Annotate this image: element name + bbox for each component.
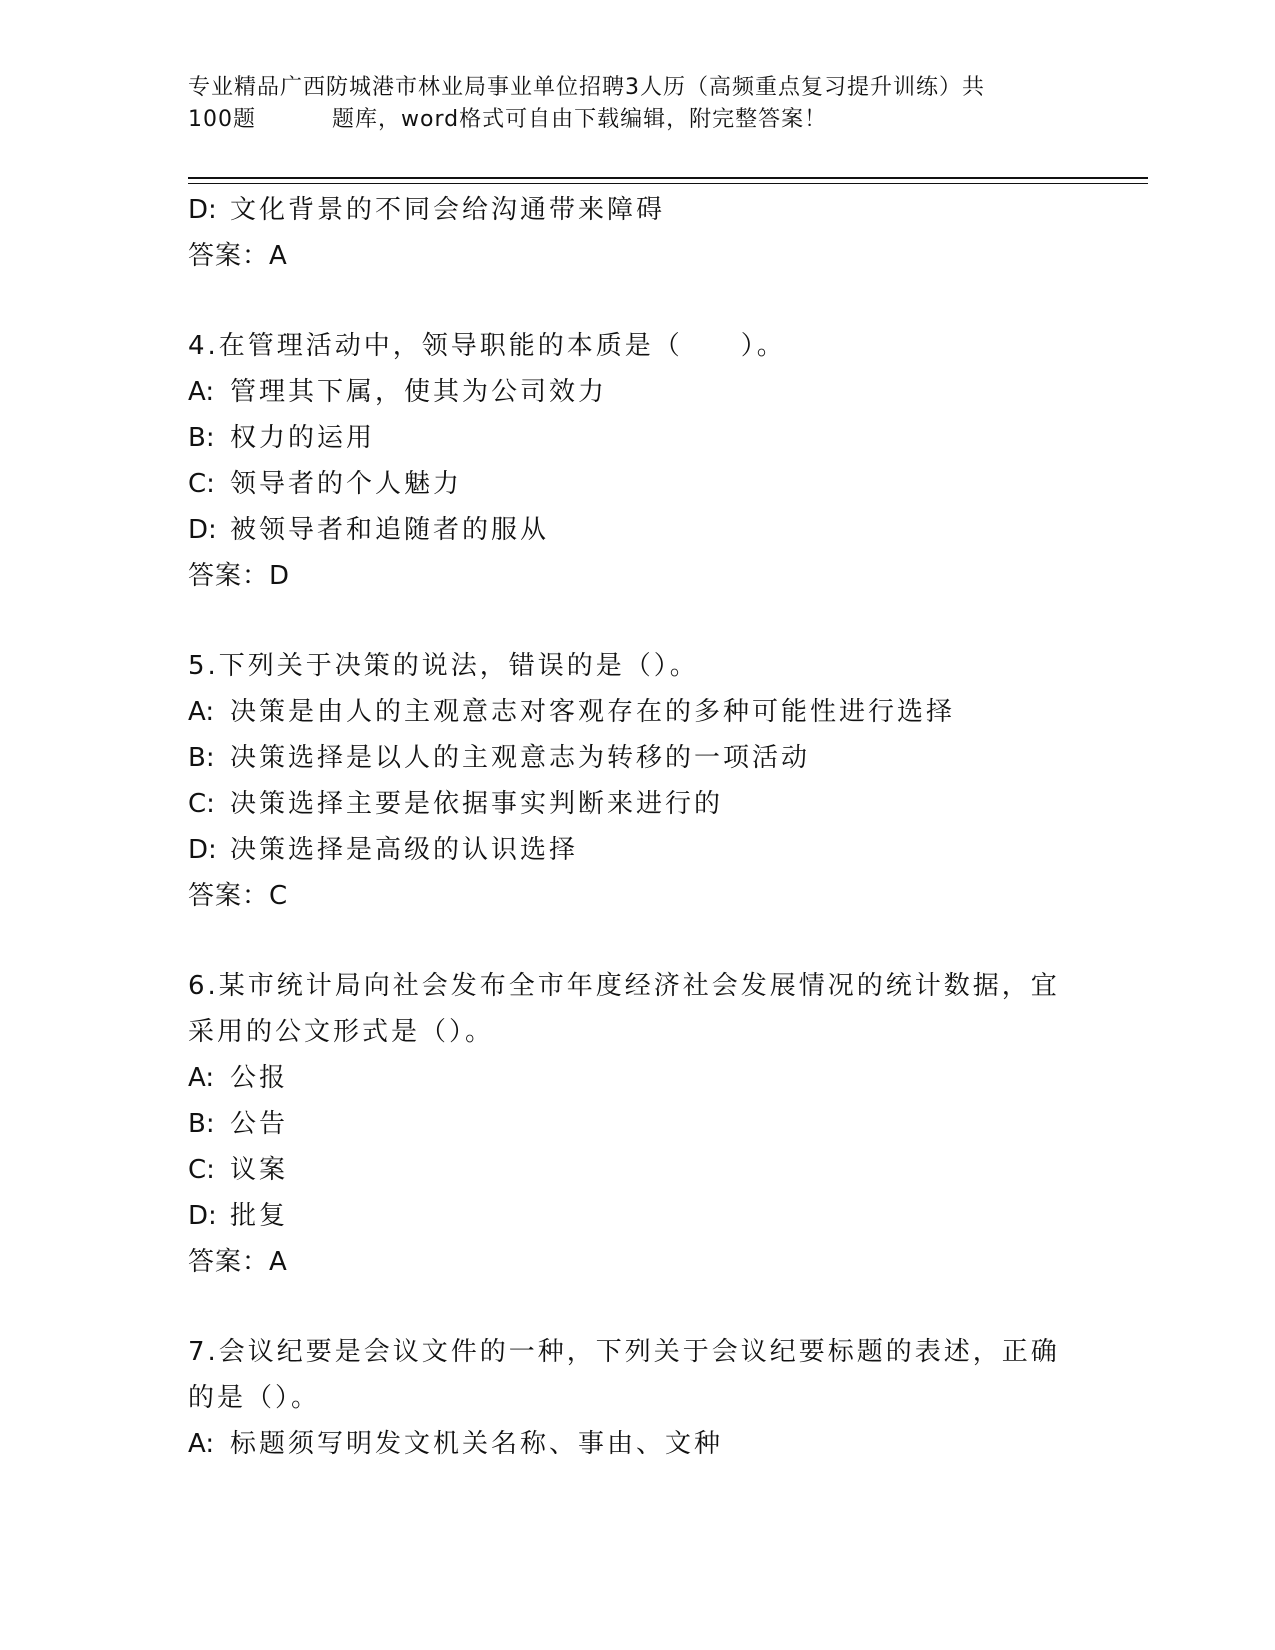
question-block-4 <box>188 323 1068 599</box>
header-question-count: 100题 <box>188 107 256 132</box>
option-b: B: 决策选择是以人的主观意志为转移的一项活动 <box>188 743 811 773</box>
question-block-6 <box>188 963 1068 1285</box>
option-d: D: 被领导者和追随者的服从 <box>188 515 550 545</box>
answer-value: C <box>269 881 288 911</box>
answer-line <box>188 553 1068 599</box>
answer-label: 答案： <box>188 881 270 911</box>
page-header <box>188 72 1068 136</box>
question-text: 4.在管理活动中，领导职能的本质是（ ）。 <box>188 331 786 361</box>
answer-line <box>188 873 1068 919</box>
option-d: D: 批复 <box>188 1201 289 1231</box>
option-a: A: 决策是由人的主观意志对客观存在的多种可能性进行选择 <box>188 697 956 727</box>
option-d: D: 决策选择是高级的认识选择 <box>188 835 579 865</box>
header-line-1: 专业精品广西防城港市林业局事业单位招聘3人历（高频重点复习提升训练）共 <box>188 75 985 100</box>
question-block-3-tail <box>188 187 1068 279</box>
answer-line <box>188 1239 1068 1285</box>
option-d: D: 文化背景的不同会给沟通带来障碍 <box>188 195 666 225</box>
answer-label: 答案： <box>188 1247 270 1277</box>
question-block-5 <box>188 643 1068 919</box>
answer-value: A <box>269 1247 287 1277</box>
option-b: B: 权力的运用 <box>188 423 376 453</box>
question-text: 5.下列关于决策的说法，错误的是（）。 <box>188 651 699 681</box>
question-text: 7.会议纪要是会议文件的一种，下列关于会议纪要标题的表述，正确的是（）。 <box>188 1337 1060 1413</box>
header-description: 题库，word格式可自由下载编辑，附完整答案！ <box>332 107 828 132</box>
option-b: B: 公告 <box>188 1109 289 1139</box>
header-line-2 <box>188 104 1068 136</box>
question-block-7 <box>188 1329 1068 1467</box>
answer-value: D <box>269 561 290 591</box>
option-c: C: 领导者的个人魅力 <box>188 469 463 499</box>
answer-label: 答案： <box>188 561 270 591</box>
option-a: A: 标题须写明发文机关名称、事由、文种 <box>188 1429 724 1459</box>
answer-label: 答案： <box>188 241 270 271</box>
option-a: A: 管理其下属，使其为公司效力 <box>188 377 608 407</box>
option-a: A: 公报 <box>188 1063 289 1093</box>
option-c: C: 议案 <box>188 1155 289 1185</box>
question-text: 6.某市统计局向社会发布全市年度经济社会发展情况的统计数据，宜采用的公文形式是（）。 <box>188 971 1060 1047</box>
question-content <box>188 187 1068 1467</box>
answer-line <box>188 233 1068 279</box>
answer-value: A <box>269 241 287 271</box>
option-c: C: 决策选择主要是依据事实判断来进行的 <box>188 789 724 819</box>
header-rule-thick <box>188 177 1148 179</box>
header-rule-thin <box>188 183 1148 184</box>
